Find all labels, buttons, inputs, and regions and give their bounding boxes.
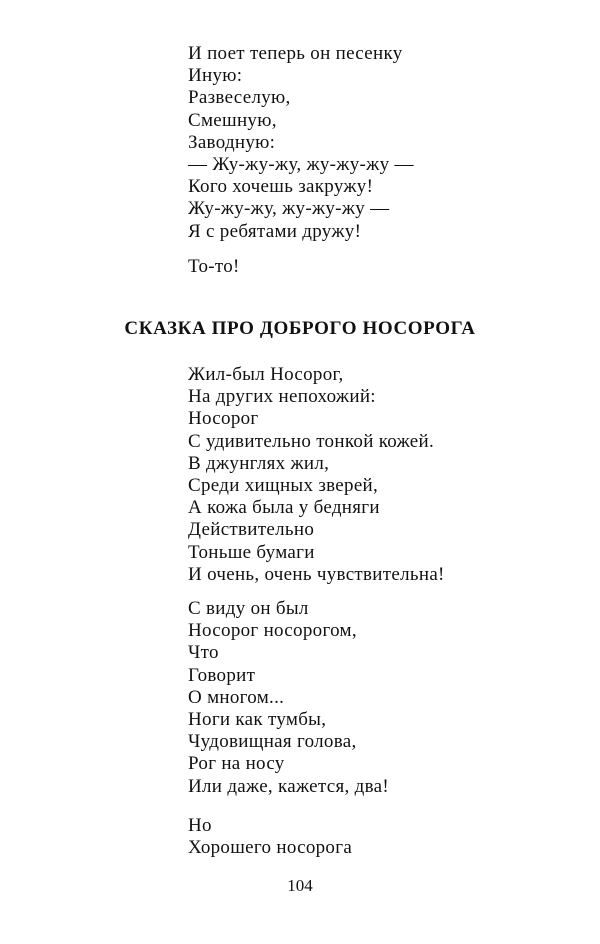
poem-line: То-то!	[188, 256, 240, 277]
poem-line: Я с ребятами дружу!	[188, 220, 362, 242]
poem-line: Смешную,	[188, 109, 277, 131]
poem-line: Тоньше бумаги	[188, 541, 315, 563]
stanza-song	[188, 43, 414, 243]
poem-line: Действительно	[188, 519, 315, 541]
stanza-1	[188, 364, 445, 586]
poem-line: О многом...	[188, 686, 285, 708]
stanza-2	[188, 598, 389, 798]
poem-line: И поет теперь он песенку	[188, 43, 403, 64]
poem-line: Кого хочешь закружу!	[188, 176, 374, 198]
poem-line: Жу-жу-жу, жу-жу-жу —	[188, 198, 390, 220]
poem-line: С виду он был	[188, 598, 309, 619]
poem-line: В джунглях жил,	[188, 452, 330, 474]
poem-line: Носорог	[188, 408, 259, 430]
poem-line: Говорит	[188, 664, 256, 686]
chapter-title: СКАЗКА ПРО ДОБРОГО НОСОРОГА	[124, 318, 476, 339]
poem-line: Заводную:	[188, 131, 276, 153]
stanza-toto	[188, 256, 240, 278]
page-number: 104	[287, 876, 313, 895]
poem-line: — Жу-жу-жу, жу-жу-жу —	[188, 154, 414, 176]
poem-line: На других непохожий:	[188, 386, 376, 408]
stanza-3	[188, 815, 352, 859]
poem-line: Что	[188, 642, 219, 664]
poem-line: Чудовищная голова,	[188, 731, 357, 753]
poem-line: Носорог носорогом,	[188, 620, 357, 642]
poem-line: Или даже, кажется, два!	[188, 775, 389, 797]
poem-line: Ноги как тумбы,	[188, 709, 327, 731]
poem-line: Рог на носу	[188, 753, 285, 775]
poem-line: Иную:	[188, 65, 243, 87]
poem-line: Хорошего носорога	[188, 837, 353, 859]
poem-line: Но	[188, 815, 212, 836]
poem-line: Жил-был Носорог,	[188, 364, 344, 385]
poem-line: И очень, очень чувствительна!	[188, 563, 445, 585]
poem-line: Развеселую,	[188, 87, 291, 109]
poem-line: С удивительно тонкой кожей.	[188, 430, 435, 452]
poem-line: Среди хищных зверей,	[188, 475, 379, 497]
poem-line: А кожа была у бедняги	[188, 497, 380, 519]
